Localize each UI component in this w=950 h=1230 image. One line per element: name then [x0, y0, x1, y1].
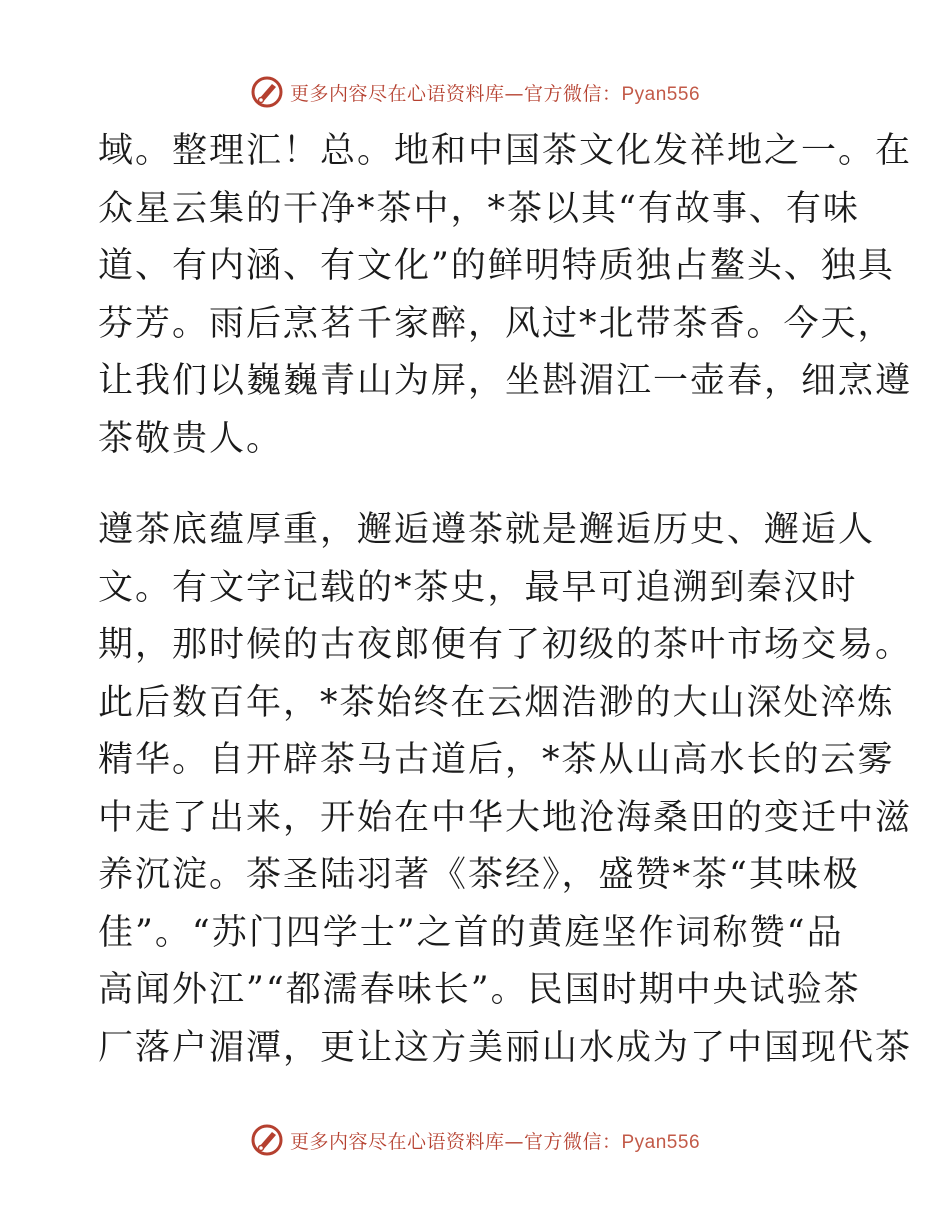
- paragraph-line: 让我们以巍巍青山为屏，坐斟湄江一壶春，细烹遵: [98, 361, 913, 401]
- paragraph-gap: [98, 468, 858, 502]
- paragraph-line: 遵茶底蕴厚重，邂逅遵茶就是邂逅历史、邂逅人: [98, 510, 876, 550]
- paragraph-line: 佳”。“苏门四学士”之首的黄庭坚作词称赞“品: [98, 912, 844, 953]
- paragraph-line: 茶敬贵人。: [98, 418, 284, 459]
- paragraph-line: 道、有内涵、有文化”的鲜明特质独占鳌头、独具: [98, 246, 895, 286]
- paragraph-line: 养沉淀。茶圣陆羽著《茶经》，盛赞*茶“其味极: [98, 855, 860, 895]
- paragraph-line: 此后数百年，*茶始终在云烟浩渺的大山深处淬炼: [98, 682, 895, 723]
- paragraph-line: 域。整理汇！总。地和中国茶文化发祥地之一。在: [98, 131, 913, 171]
- document-body: [98, 123, 913, 1077]
- header-banner-main: 更多内容尽在心语资料库: [289, 82, 505, 105]
- brand-logo-icon: [250, 75, 284, 109]
- paragraph-line: 期，那时候的古夜郎便有了初级的茶叶市场交易。: [98, 625, 913, 665]
- footer-banner-main: 更多内容尽在心语资料库: [289, 1130, 505, 1153]
- footer-banner-id: Pyan556: [621, 1131, 701, 1153]
- footer-banner-text: [290, 1127, 700, 1154]
- header-banner-sep: —: [504, 82, 524, 105]
- header-banner-id: Pyan556: [621, 83, 701, 105]
- paragraph-1: [98, 123, 913, 468]
- paragraph-line: 高闻外江”“都濡春味长”。民国时期中央试验茶: [98, 970, 861, 1010]
- paragraph-line: 精华。自开辟茶马古道后，*茶从山高水长的云雾: [98, 740, 895, 780]
- paragraph-line: 众星云集的干净*茶中，*茶以其“有故事、有味: [98, 188, 860, 229]
- paragraph-line: 芬芳。雨后烹茗千家醉，风过*北带茶香。今天，: [98, 303, 895, 344]
- footer-banner-label: 官方微信：: [523, 1130, 622, 1153]
- header-banner-label: 官方微信：: [523, 82, 622, 105]
- header-banner-text: [290, 79, 700, 106]
- paragraph-line: 中走了出来，开始在中华大地沧海桑田的变迁中滋: [98, 797, 913, 838]
- footer-banner-sep: —: [504, 1130, 524, 1153]
- paragraph-line: 厂落户湄潭，更让这方美丽山水成为了中国现代茶: [98, 1027, 913, 1068]
- brand-logo-icon: [250, 1123, 284, 1157]
- paragraph-line: 文。有文字记载的*茶史，最早可追溯到秦汉时: [98, 567, 858, 608]
- header-banner: [0, 72, 950, 112]
- footer-banner: [0, 1120, 950, 1160]
- paragraph-2: [98, 502, 913, 1077]
